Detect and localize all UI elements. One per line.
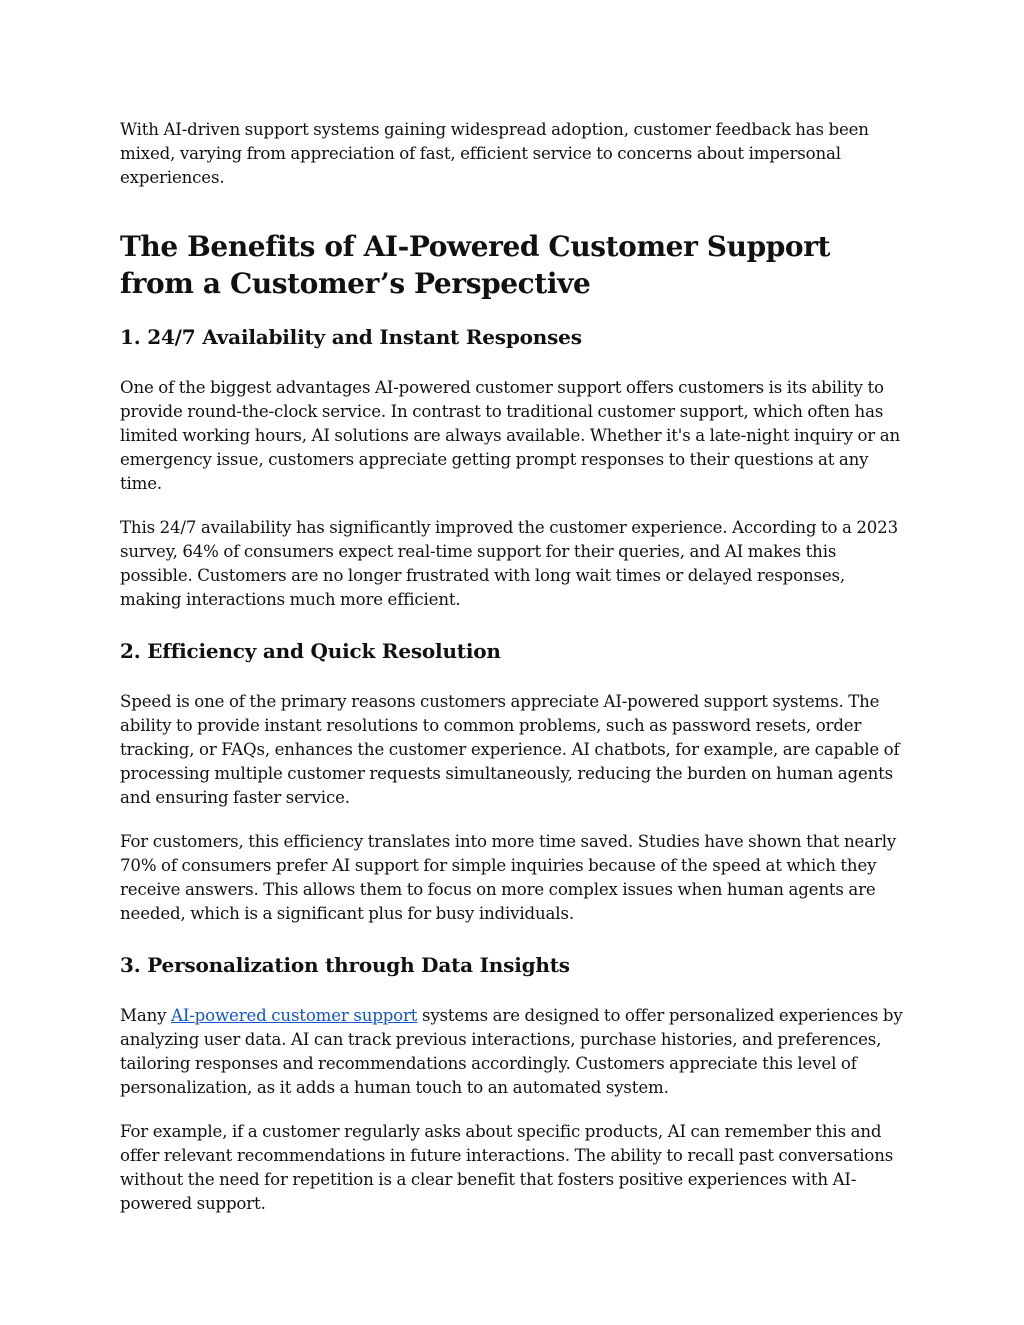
body-paragraph: For example, if a customer regularly asks about specific products, AI can remember this and offer relevant recommendations in future interactions. The ability to recall past conversations without the need for repetition is a clear benefit that fosters positive experiences with AI-powered support. (120, 1122, 894, 1213)
ai-support-link[interactable]: AI-powered customer support (170, 1006, 418, 1025)
document-page (120, 118, 910, 1216)
body-paragraph: For customers, this efficiency translates into more time saved. Studies have shown that nearly 70% of consumers prefer AI support for simple inquiries because of the speed at which they receive answers. This allows them to focus on more complex issues when human agents are needed, which is a significant plus for busy individuals. (120, 832, 897, 923)
paragraph-text: systems are designed to offer personalized experiences by analyzing user data. AI can track previous interactions, purchase histories, and preferences, tailoring responses and recommendations accordingly. Customers appreciate this level of personalization, as it adds a human touch to an automated system. (120, 1006, 903, 1097)
body-paragraph-with-link (120, 1004, 910, 1100)
paragraph-text: Many (120, 1006, 171, 1025)
intro-paragraph: With AI-driven support systems gaining widespread adoption, customer feedback has been mixed, varying from appreciation of fast, efficient service to concerns about impersonal experiences. (120, 120, 869, 187)
body-paragraph: This 24/7 availability has significantly improved the customer experience. According to a 2023 survey, 64% of consumers expect real-time support for their queries, and AI makes this possible. Customers are no longer frustrated with long wait times or delayed responses, making interactions much more efficient. (120, 518, 898, 609)
body-paragraph: Speed is one of the primary reasons customers appreciate AI-powered support systems. The ability to provide instant resolutions to common problems, such as password resets, order tracking, or FAQs, enhances the customer experience. AI chatbots, for example, are capable of processing multiple customer requests simultaneously, reducing the burden on human agents and ensuring faster service. (120, 692, 900, 807)
page-title: The Benefits of AI-Powered Customer Support from a Customer’s Perspective (120, 230, 831, 300)
section-heading-availability: 1. 24/7 Availability and Instant Responses (120, 325, 582, 349)
body-paragraph: One of the biggest advantages AI-powered customer support offers customers is its ability to provide round-the-clock service. In contrast to traditional customer support, which often has limited working hours, AI solutions are always available. Whether it's a late-night inquiry or an emergency issue, customers appreciate getting prompt responses to their questions at any time. (120, 378, 900, 493)
section-heading-efficiency: 2. Efficiency and Quick Resolution (120, 639, 501, 663)
section-heading-personalization: 3. Personalization through Data Insights (120, 953, 570, 977)
